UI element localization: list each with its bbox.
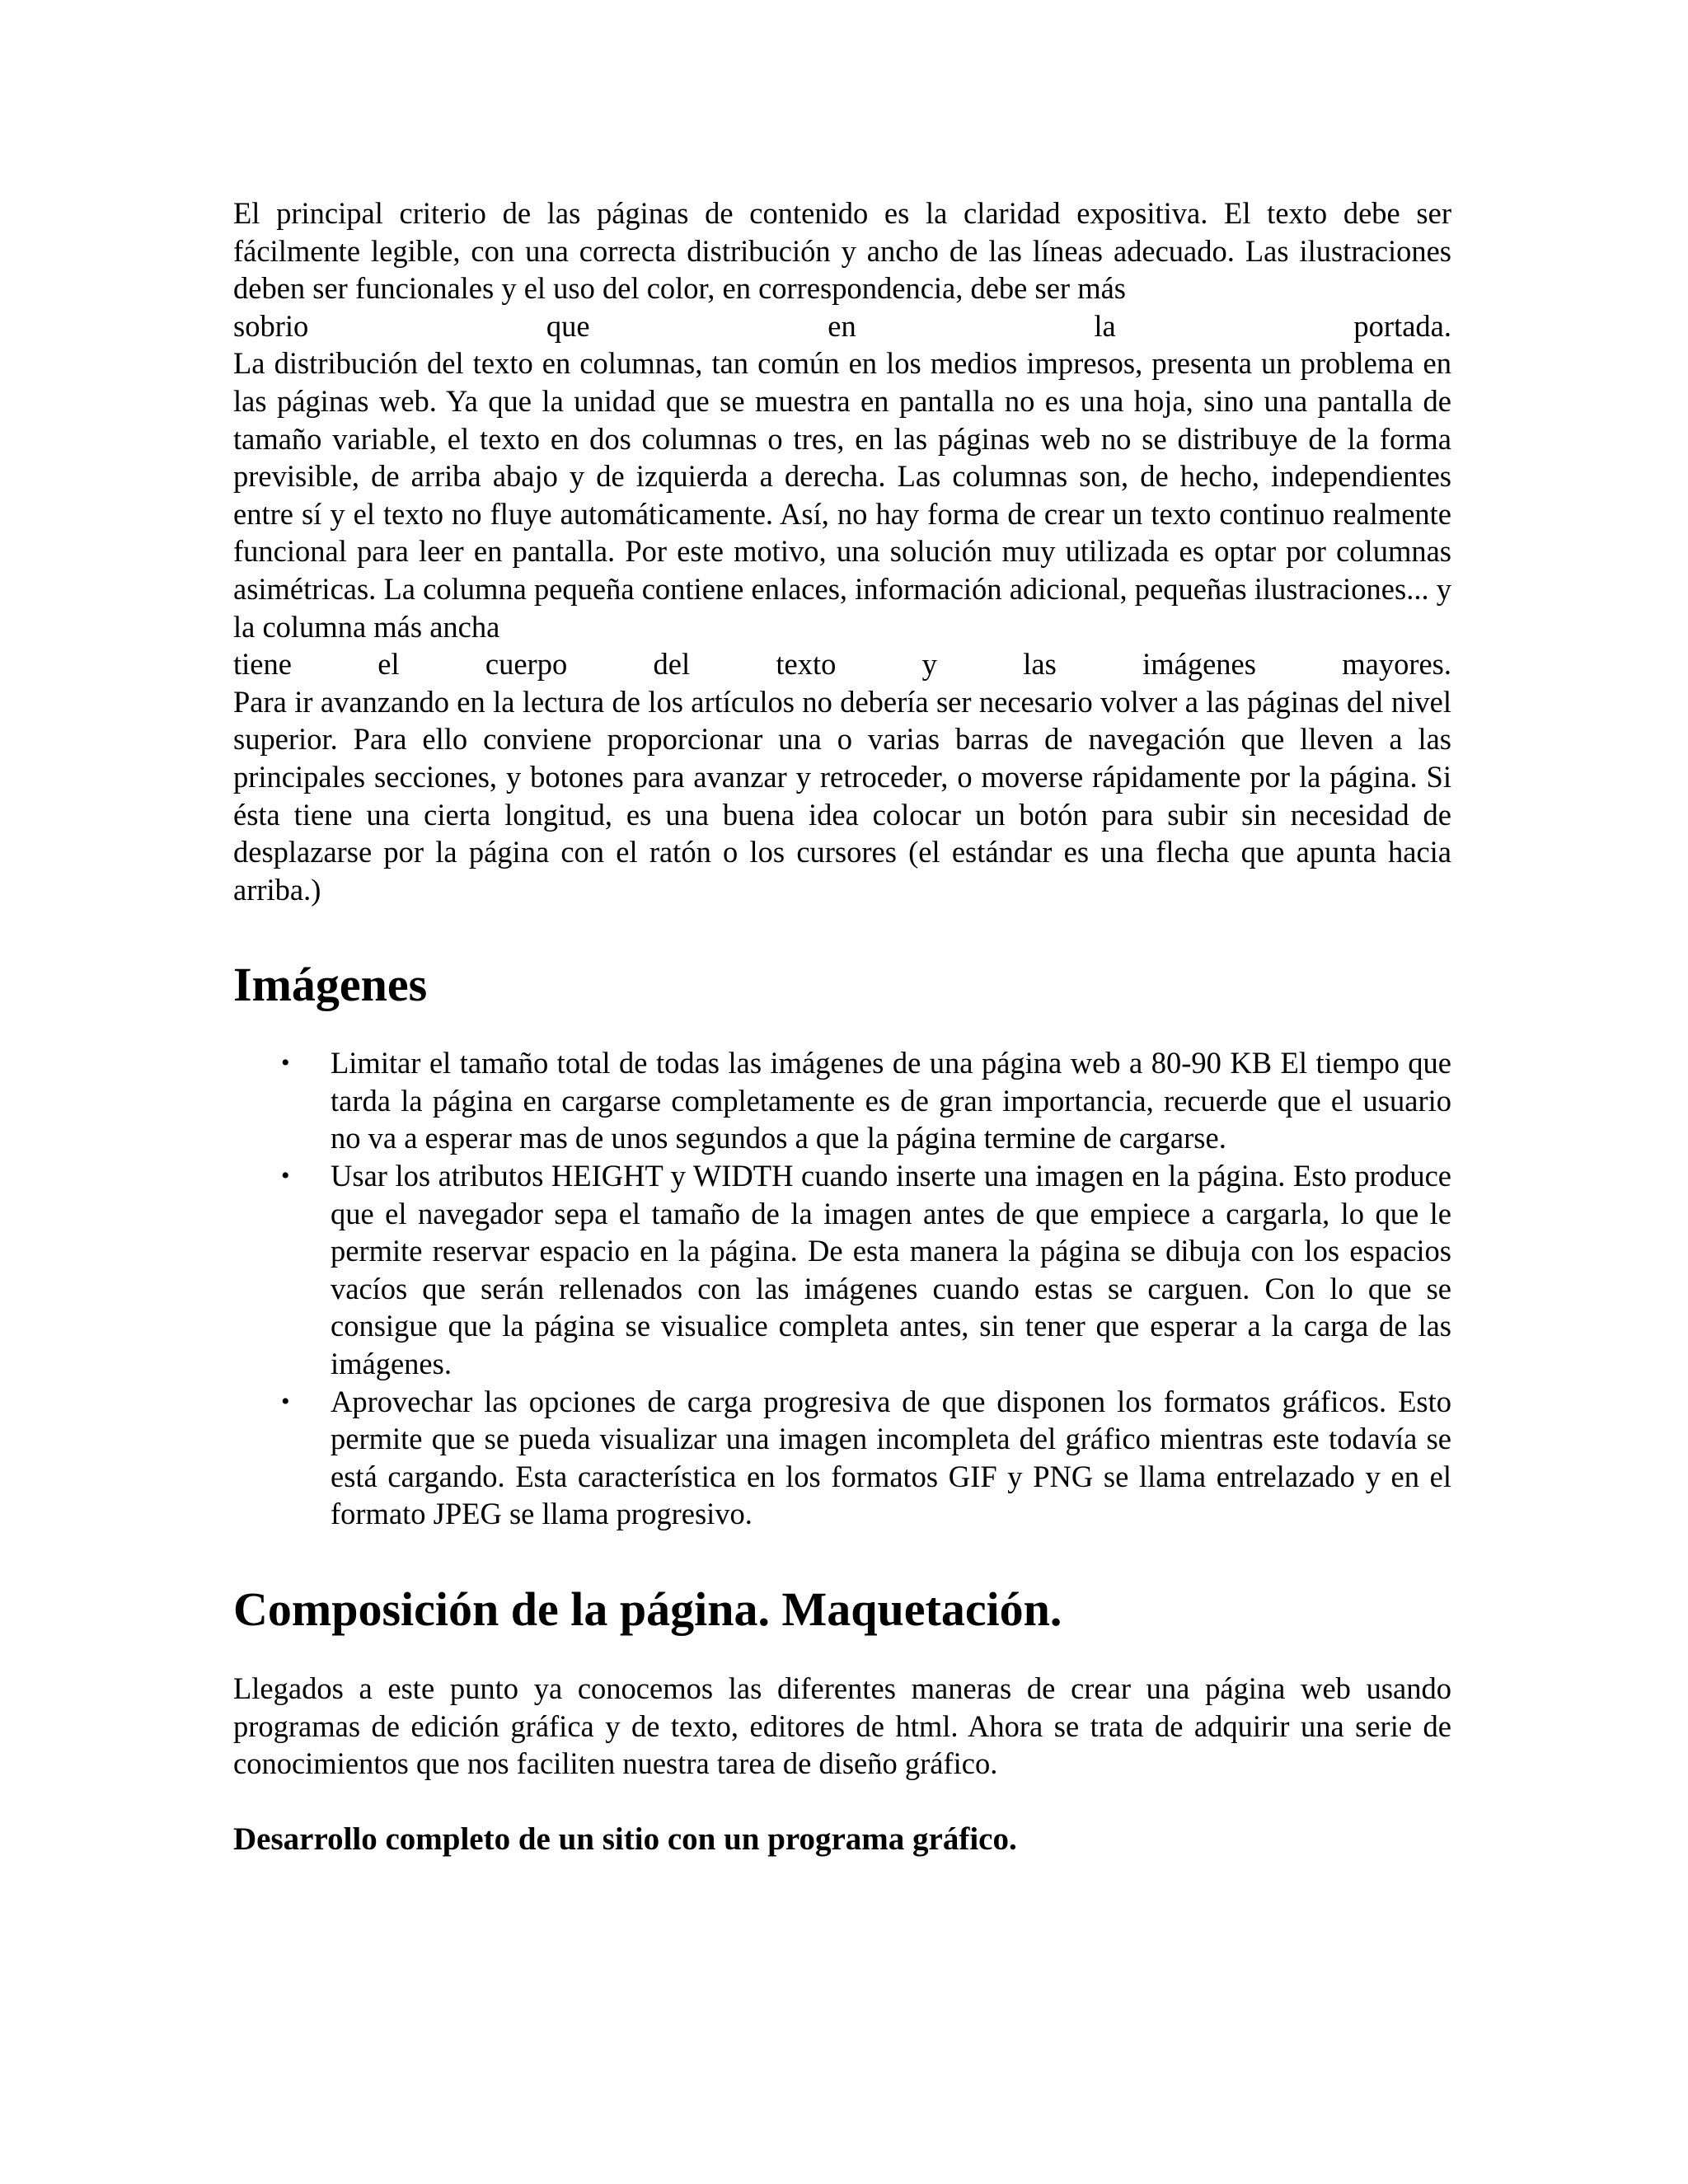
columns-paragraph-last-line: tiene el cuerpo del texto y las imágenes mayores. [233, 647, 1451, 682]
bullet-icon: • [281, 1387, 290, 1415]
columns-paragraph-text: La distribución del texto en columnas, tan común en los medios impresos, presenta un problema en las páginas web. Ya que la unidad que se muestra en pantalla no es una hoja, sino una pantalla de tamaño variable, el texto en dos columnas o tres, en las páginas web no se distribuye de la forma previsible, de arriba abajo y de izquierda a derecha. Las columnas son, de hecho, independientes entre sí y el texto no fluye automáticamente. Así, no hay forma de crear un texto continuo realmente funcional para leer en pantalla. Por este motivo, una solución muy utilizada es optar por columnas asimétricas. La columna pequeña contiene enlaces, información adicional, pequeñas ilustraciones... y la columna más ancha [233, 346, 1451, 644]
bullet-icon: • [281, 1162, 290, 1190]
images-heading: Imágenes [233, 958, 428, 1012]
layout-heading: Composición de la página. Maquetación. [233, 1582, 1062, 1636]
layout-paragraph: Llegados a este punto ya conocemos las diferentes maneras de crear una página web usando programas de edición gráfica y de texto, editores de html. Ahora se trata de adquirir una serie de conocimientos que nos faciliten nuestra tarea de diseño gráfico. [233, 1671, 1451, 1781]
navigation-paragraph: Para ir avanzando en la lectura de los artículos no debería ser necesario volver a las páginas del nivel superior. Para ello conviene proporcionar una o varias barras de navegación que lleven a las principales secciones, y botones para avanzar y retroceder, o moverse rápidamente por la página. Si ésta tiene una cierta longitud, es una buena idea colocar un botón para subir sin necesidad de desplazarse por la página con el ratón o los cursores (el estándar es una flecha que apunta hacia arriba.) [233, 684, 1451, 907]
list-item-text: Limitar el tamaño total de todas las imágenes de una página web a 80-90 KB El tiempo que tarda la página en cargarse completamente es de gran importancia, recuerde que el usuario no va a esperar mas de unos segundos a que la página termine de cargarse. [331, 1046, 1451, 1155]
bullet-icon: • [281, 1049, 290, 1077]
intro-paragraph-last-line: sobrio que en la portada. [233, 308, 1451, 343]
list-item [233, 1383, 1451, 1533]
subsection-heading: Desarrollo completo de un sitio con un programa gráfico. [233, 1821, 1017, 1857]
intro-paragraph [233, 194, 1451, 908]
list-item-text: Aprovechar las opciones de carga progresiva de que disponen los formatos gráficos. Esto permite que se pueda visualizar una imagen incompleta del gráfico mientras este todavía se está cargando. Esta característica en los formatos GIF y PNG se llama entrelazado y en el formato JPEG se llama progresivo. [331, 1384, 1451, 1531]
list-item-text: Usar los atributos HEIGHT y WIDTH cuando inserte una imagen en la página. Esto produce que el navegador sepa el tamaño de la imagen antes de que empiece a cargarla, lo que le permite reservar espacio en la página. De esta manera la página se dibuja con los espacios vacíos que serán rellenados con las imágenes cuando estas se carguen. Con lo que se consigue que la página se visualice completa antes, sin tener que esperar a la carga de las imágenes. [331, 1159, 1451, 1381]
list-item [233, 1157, 1451, 1383]
intro-paragraph-text: El principal criterio de las páginas de contenido es la claridad expositiva. El texto debe ser fácilmente legible, con una correcta distribución y ancho de las líneas adecuado. Las ilustraciones deben ser funcionales y el uso del color, en correspondencia, debe ser más [233, 196, 1451, 306]
images-list [233, 1044, 1451, 1533]
list-item [233, 1044, 1451, 1157]
page-content [233, 194, 1451, 1858]
